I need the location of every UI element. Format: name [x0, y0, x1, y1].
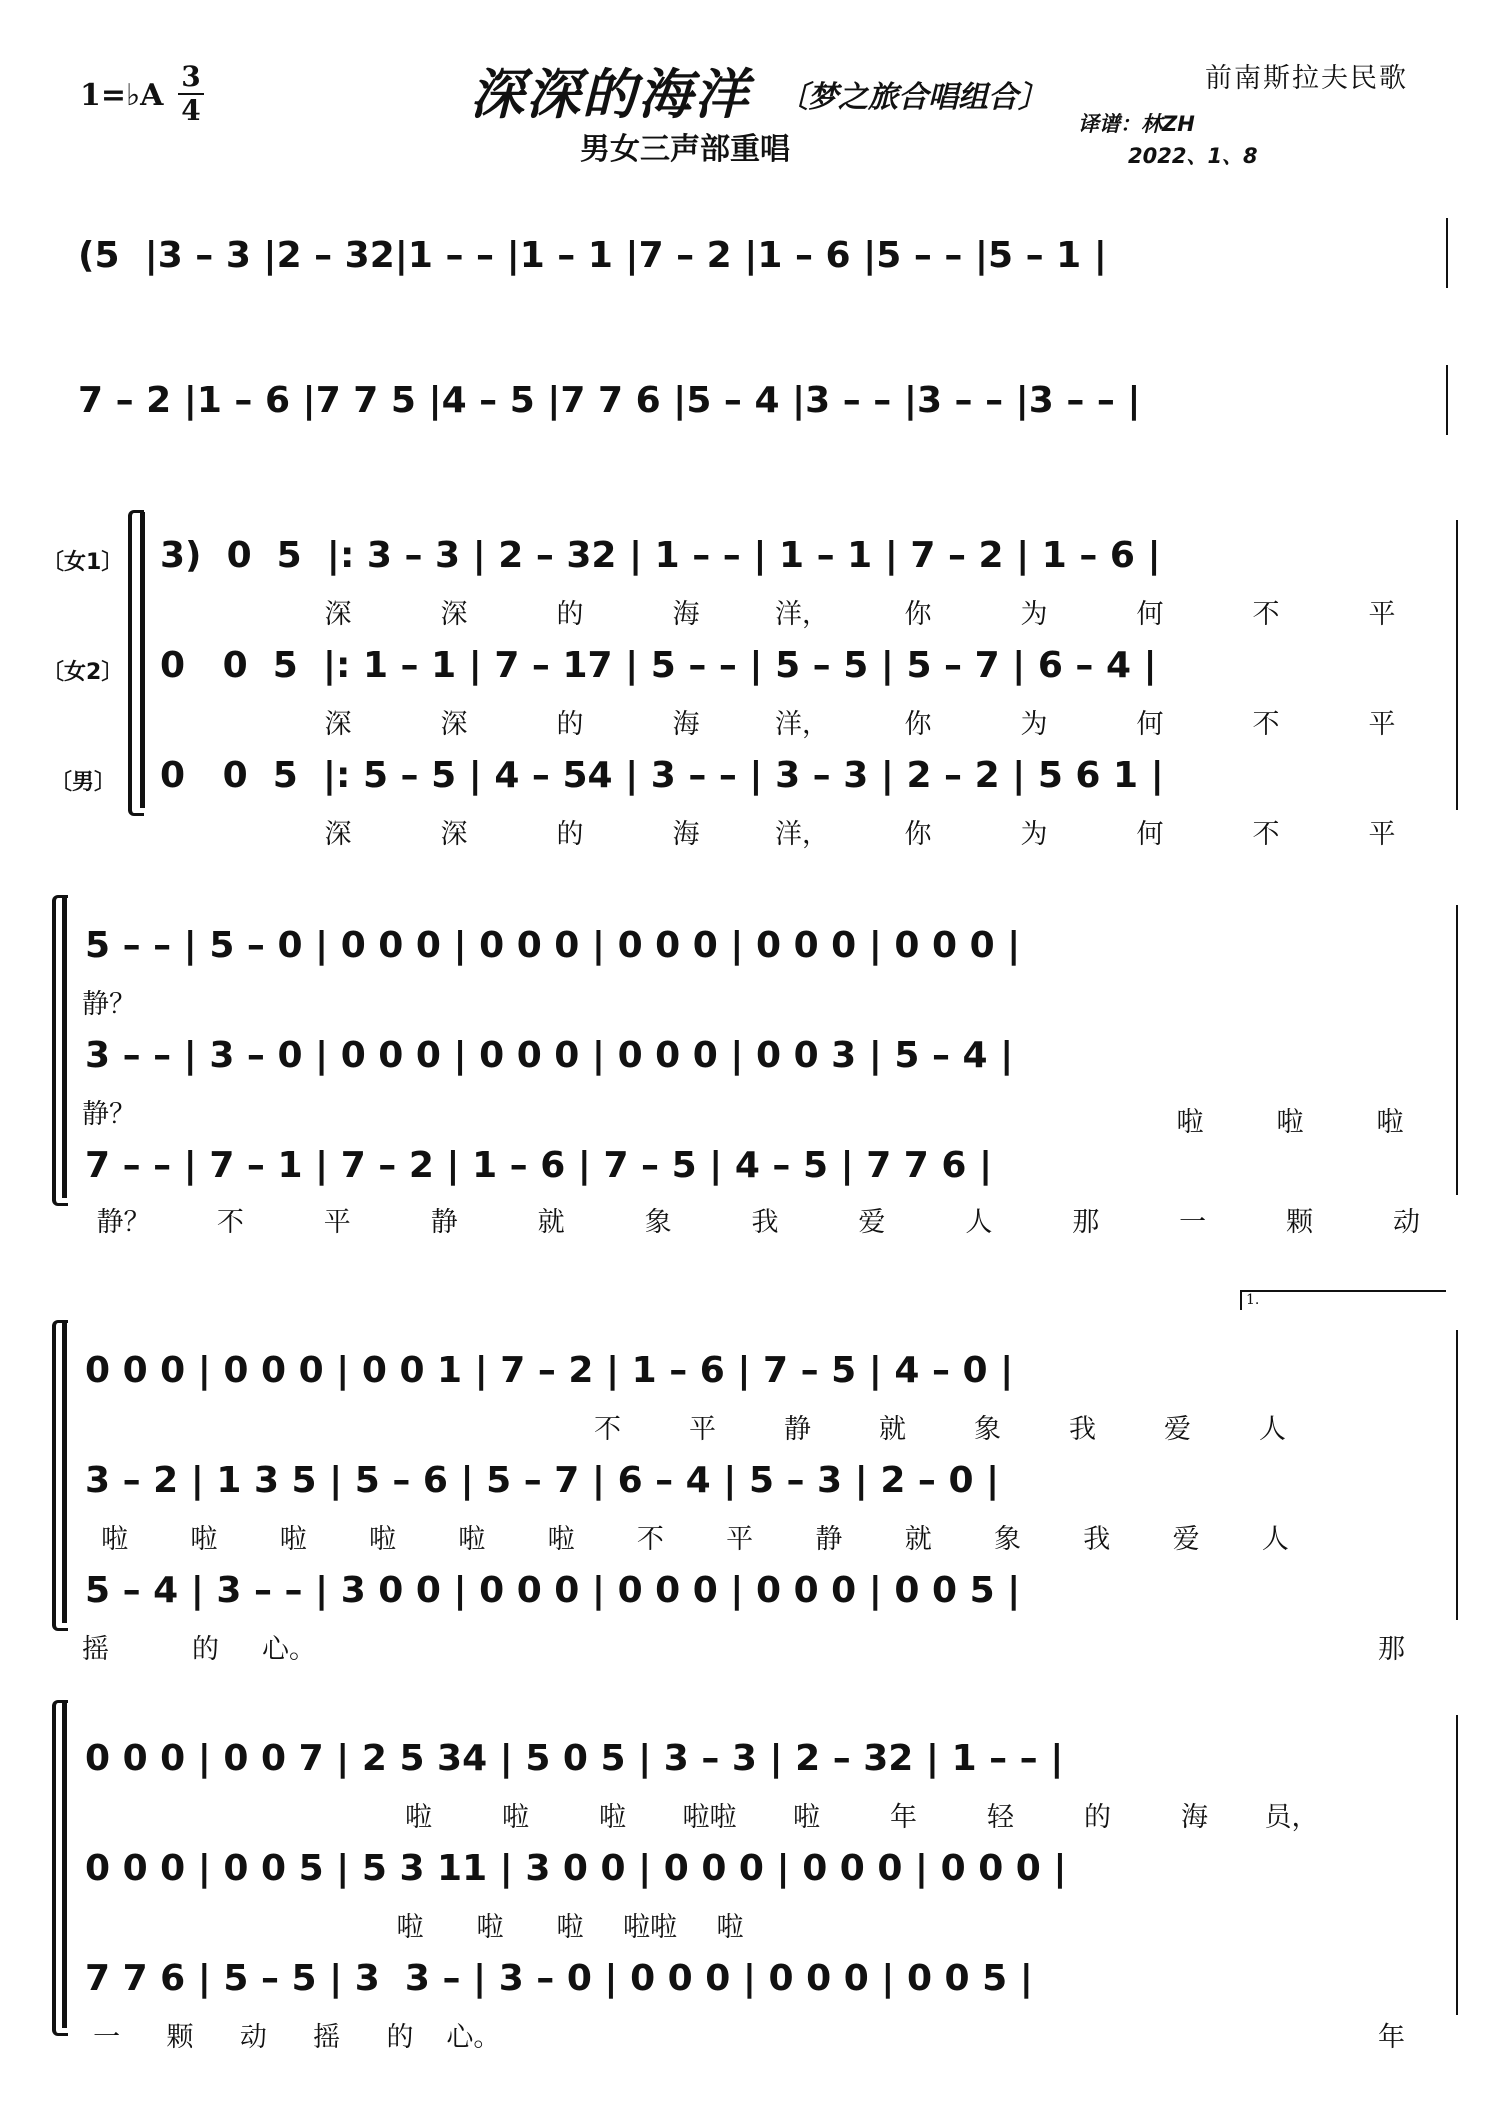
lyric: 爱	[1164, 1414, 1191, 1445]
system2-female1-notes: 5 – – | 5 – 0 | 0 0 0 | 0 0 0 | 0 0 0 | 0 0 0 | 0 0 0 |	[85, 925, 1021, 966]
system1-male-lyrics	[280, 812, 1440, 851]
lyric: 洋，	[775, 599, 829, 630]
lyric: 象	[993, 1524, 1021, 1555]
arranger: 译谱：林ZH	[1078, 112, 1195, 136]
system4-female1-notes: 0 0 0 | 0 0 7 | 2 5 34 | 5 0 5 | 3 – 3 | 2 – 32 | 1 – – |	[85, 1738, 1064, 1779]
lyric: 深	[440, 819, 468, 850]
lyric: 深	[440, 599, 468, 630]
lyric: 海	[1181, 1802, 1208, 1833]
lyric: 动	[239, 2022, 267, 2053]
system3-male-lyric-3: 那	[1378, 1634, 1405, 1665]
lyric: 颗	[166, 2022, 194, 2053]
system2-male-lyrics	[70, 1200, 1460, 1239]
lyric: 平	[1368, 599, 1396, 630]
lyric: 啦	[502, 1802, 529, 1833]
lyric: 深	[324, 709, 352, 740]
lyric: 啦	[599, 1802, 626, 1833]
lyric: 洋，	[775, 709, 829, 740]
system3-male-lyric-1: 的	[192, 1634, 219, 1665]
lyric: 的	[556, 709, 584, 740]
lyric: 就	[537, 1207, 565, 1238]
lyric: 平	[1368, 709, 1396, 740]
lyric: 何	[1136, 599, 1164, 630]
system2-female2-lyrics-start: 静？	[82, 1099, 136, 1130]
system1-female2-lyrics	[280, 702, 1440, 741]
system4-male-lyrics	[70, 2015, 510, 2054]
lyric: 你	[904, 819, 932, 850]
lyric: 啦	[458, 1524, 486, 1555]
lyric: 啦	[405, 1802, 432, 1833]
volta-bracket: 1.	[1240, 1290, 1446, 1310]
lyric: 我	[1083, 1524, 1111, 1555]
system1-male-notes: 0 0 5 |: 5 – 5 | 4 – 54 | 3 – – | 3 – 3 | 2 – 2 | 5 6 1 |	[160, 755, 1164, 796]
subtitle: 男女三声部重唱	[580, 132, 790, 167]
lyric: 不	[594, 1414, 621, 1445]
lyric: 为	[1020, 599, 1048, 630]
lyric: 啦啦	[623, 1912, 677, 1943]
system4-male-lyric-6: 年	[1378, 2022, 1405, 2053]
lyric: 年	[890, 1802, 917, 1833]
lyric: 深	[324, 819, 352, 850]
intro-line-1: (5 |3 – 3 |2 – 32|1 – – |1 – 1 |7 – 2 |1 – 6 |5 – – |5 – 1 |	[78, 235, 1107, 276]
lyric: 员，	[1264, 1802, 1319, 1833]
lyric: 心。	[446, 2022, 501, 2053]
lyric: 我	[751, 1207, 779, 1238]
system1-female1-notes: 3) 0 5 |: 3 – 3 | 2 – 32 | 1 – – | 1 – 1 | 7 – 2 | 1 – 6 |	[160, 535, 1161, 576]
lyric: 不	[1252, 819, 1280, 850]
key-signature: 1=♭A	[80, 78, 164, 113]
lyric: 平	[689, 1414, 716, 1445]
lyric: 深	[324, 599, 352, 630]
lyric: 啦	[368, 1524, 396, 1555]
lyric: 啦	[1176, 1107, 1204, 1138]
part-label-female-2: 〔女2〕	[42, 660, 124, 685]
lyric: 平	[1368, 819, 1396, 850]
lyric: 一	[1179, 1207, 1207, 1238]
lyric: 海	[672, 599, 700, 630]
origin: 前南斯拉夫民歌	[1205, 63, 1408, 94]
lyric: 不	[1252, 709, 1280, 740]
system3-male-notes: 5 – 4 | 3 – – | 3 0 0 | 0 0 0 | 0 0 0 | 0 0 0 | 0 0 5 |	[85, 1570, 1021, 1611]
lyric: 的	[1084, 1802, 1111, 1833]
lyric: 啦	[1276, 1107, 1304, 1138]
lyric: 动	[1393, 1207, 1421, 1238]
intro-line-2: 7 – 2 |1 – 6 |7 7 5 |4 – 5 |7 7 6 |5 – 4 |3 – – |3 – – |3 – – |	[78, 380, 1141, 421]
lyric: 颗	[1286, 1207, 1314, 1238]
system3-male-lyric-0: 摇	[82, 1634, 109, 1665]
system4-female2-notes: 0 0 0 | 0 0 5 | 5 3 11 | 3 0 0 | 0 0 0 | 0 0 0 | 0 0 0 |	[85, 1848, 1067, 1889]
lyric: 啦	[547, 1524, 575, 1555]
lyric: 你	[904, 709, 932, 740]
lyric: 你	[904, 599, 932, 630]
lyric: 啦	[476, 1912, 504, 1943]
lyric: 人	[1261, 1524, 1289, 1555]
lyric: 就	[904, 1524, 932, 1555]
lyric: 为	[1020, 709, 1048, 740]
lyric: 啦	[1376, 1107, 1404, 1138]
system1-female1-lyrics	[280, 592, 1440, 631]
lyric: 深	[440, 709, 468, 740]
lyric: 啦	[279, 1524, 307, 1555]
lyric: 轻	[987, 1802, 1014, 1833]
system3-female1-notes: 0 0 0 | 0 0 0 | 0 0 1 | 7 – 2 | 1 – 6 | 7 – 5 | 4 – 0 |	[85, 1350, 1014, 1391]
barline	[1446, 218, 1448, 288]
system-bracket	[140, 512, 153, 808]
lyric: 何	[1136, 709, 1164, 740]
lyric: 就	[879, 1414, 906, 1445]
system4-female2-lyrics	[370, 1905, 770, 1944]
lyric: 象	[644, 1207, 672, 1238]
lyric: 啦	[716, 1912, 744, 1943]
barline	[1456, 1715, 1458, 2015]
lyric: 不	[216, 1207, 244, 1238]
system-bracket	[62, 897, 75, 1198]
date: 2022、1、8	[1128, 144, 1258, 168]
barline	[1456, 1330, 1458, 1620]
system2-female2-notes: 3 – – | 3 – 0 | 0 0 0 | 0 0 0 | 0 0 0 | 0 0 3 | 5 – 4 |	[85, 1035, 1014, 1076]
lyric: 啦	[793, 1802, 820, 1833]
lyric: 洋，	[775, 819, 829, 850]
system3-female2-notes: 3 – 2 | 1 3 5 | 5 – 6 | 5 – 7 | 6 – 4 | 5 – 3 | 2 – 0 |	[85, 1460, 1000, 1501]
lyric: 何	[1136, 819, 1164, 850]
lyric: 那	[1072, 1207, 1100, 1238]
lyric: 平	[726, 1524, 754, 1555]
lyric: 爱	[858, 1207, 886, 1238]
lyric: 人	[1259, 1414, 1286, 1445]
lyric: 为	[1020, 819, 1048, 850]
lyric: 静	[430, 1207, 458, 1238]
lyric: 静？	[96, 1207, 151, 1238]
system3-female2-lyrics	[70, 1517, 1320, 1556]
barline	[1446, 365, 1448, 435]
part-label-female-1: 〔女1〕	[42, 550, 124, 575]
system3-female1-lyrics	[560, 1407, 1320, 1446]
system1-female2-notes: 0 0 5 |: 1 – 1 | 7 – 17 | 5 – – | 5 – 5 | 5 – 7 | 6 – 4 |	[160, 645, 1157, 686]
time-signature	[178, 62, 204, 126]
lyric: 的	[556, 819, 584, 850]
lyric: 摇	[313, 2022, 341, 2053]
lyric: 静	[815, 1524, 843, 1555]
system-bracket	[62, 1322, 75, 1623]
lyric: 象	[974, 1414, 1001, 1445]
lyric: 海	[672, 819, 700, 850]
system4-male-notes: 7 7 6 | 5 – 5 | 3 3 – | 3 – 0 | 0 0 0 | 0 0 0 | 0 0 5 |	[85, 1958, 1033, 1999]
lyric: 人	[965, 1207, 993, 1238]
system4-female1-lyrics	[370, 1795, 1340, 1834]
lyric: 爱	[1172, 1524, 1200, 1555]
time-bottom: 4	[181, 94, 201, 127]
group-name: 〔梦之旅合唱组合〕	[778, 80, 1048, 115]
system2-female1-lyrics: 静？	[82, 989, 136, 1020]
lyric: 一	[93, 2022, 121, 2053]
lyric: 啦	[396, 1912, 424, 1943]
lyric: 啦	[190, 1524, 218, 1555]
lyric: 平	[323, 1207, 351, 1238]
lyric: 啦啦	[682, 1802, 737, 1833]
system-bracket	[62, 1702, 75, 2028]
part-label-male: 〔男〕	[50, 770, 117, 795]
barline	[1456, 905, 1458, 1195]
lyric: 不	[1252, 599, 1280, 630]
lyric: 我	[1069, 1414, 1096, 1445]
song-title: 深深的海洋	[470, 63, 750, 126]
lyric: 啦	[101, 1524, 129, 1555]
system2-male-notes: 7 – – | 7 – 1 | 7 – 2 | 1 – 6 | 7 – 5 | 4 – 5 | 7 7 6 |	[85, 1145, 993, 1186]
lyric: 的	[556, 599, 584, 630]
system3-male-lyric-2: 心。	[262, 1634, 316, 1665]
lyric: 海	[672, 709, 700, 740]
lyric: 静	[784, 1414, 811, 1445]
system2-female2-lyrics-end	[1140, 1100, 1440, 1139]
lyric: 不	[636, 1524, 664, 1555]
time-top: 3	[181, 60, 201, 93]
lyric: 的	[386, 2022, 414, 2053]
lyric: 啦	[556, 1912, 584, 1943]
barline	[1456, 520, 1458, 810]
